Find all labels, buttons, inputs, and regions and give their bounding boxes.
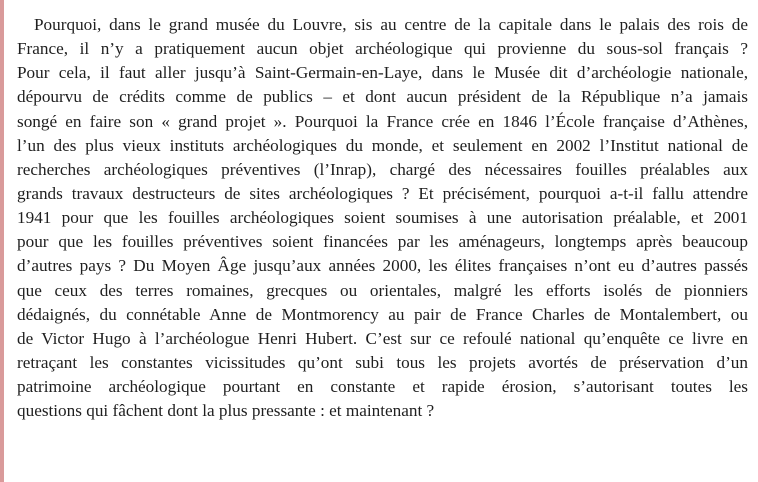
paragraph-line: recherches archéologiques préventives (l’Inrap), chargé des nécessaires fouilles préalables aux [17,159,748,179]
paragraph-line: l’un des plus vieux instituts archéologiques du monde, et seulement en 2002 l’Institut national de [17,135,748,155]
paragraph-line: dédaignés, du connétable Anne de Montmorency au pair de France Charles de Montalembert, ou [17,304,748,324]
paragraph-line: Pourquoi, dans le grand musée du Louvre, sis au centre de la capitale dans le palais des rois de [34,15,748,34]
paragraph-line: d’autres pays ? Du Moyen Âge jusqu’aux années 2000, les élites françaises n’ont eu d’autres passés [17,256,748,276]
body-paragraph [17,13,748,423]
paragraph-line: retraçant les constantes vicissitudes qu’ont subi tous les projets avortés de préservation d’un [17,352,748,372]
paragraph-line: grands travaux destructeurs de sites archéologiques ? Et précisément, pourquoi a-t-il fallu attendre [17,183,748,203]
paragraph-line: songé en faire son « grand projet ». Pourquoi la France crée en 1846 l’École française d’Athènes, [17,111,748,131]
paragraph-line: pour que les fouilles préventives soient financées par les aménageurs, longtemps après beaucoup [17,232,748,252]
paragraph-line: dépourvu de crédits comme de publics – et dont aucun président de la République n’a jamais [17,87,748,107]
paragraph-line: 1941 pour que les fouilles archéologiques soient soumises à une autorisation préalable, et 2001 [17,208,748,228]
left-accent-bar [0,0,4,482]
paragraph-line: que ceux des terres romaines, grecques ou orientales, malgré les efforts isolés de pionniers [17,280,748,300]
paragraph-line: de Victor Hugo à l’archéologue Henri Hubert. C’est sur ce refoulé national qu’enquête ce livre en [17,328,748,348]
paragraph-line: France, il n’y a pratiquement aucun objet archéologique qui provienne du sous-sol français ? [17,39,748,59]
paragraph-line: questions qui fâchent dont la plus pressante : et maintenant ? [17,401,435,421]
paragraph-line: Pour cela, il faut aller jusqu’à Saint-Germain-en-Laye, dans le Musée dit d’archéologie nationale, [17,63,748,83]
paragraph-line: patrimoine archéologique pourtant en constante et rapide érosion, s’autorisant toutes les [17,377,748,397]
